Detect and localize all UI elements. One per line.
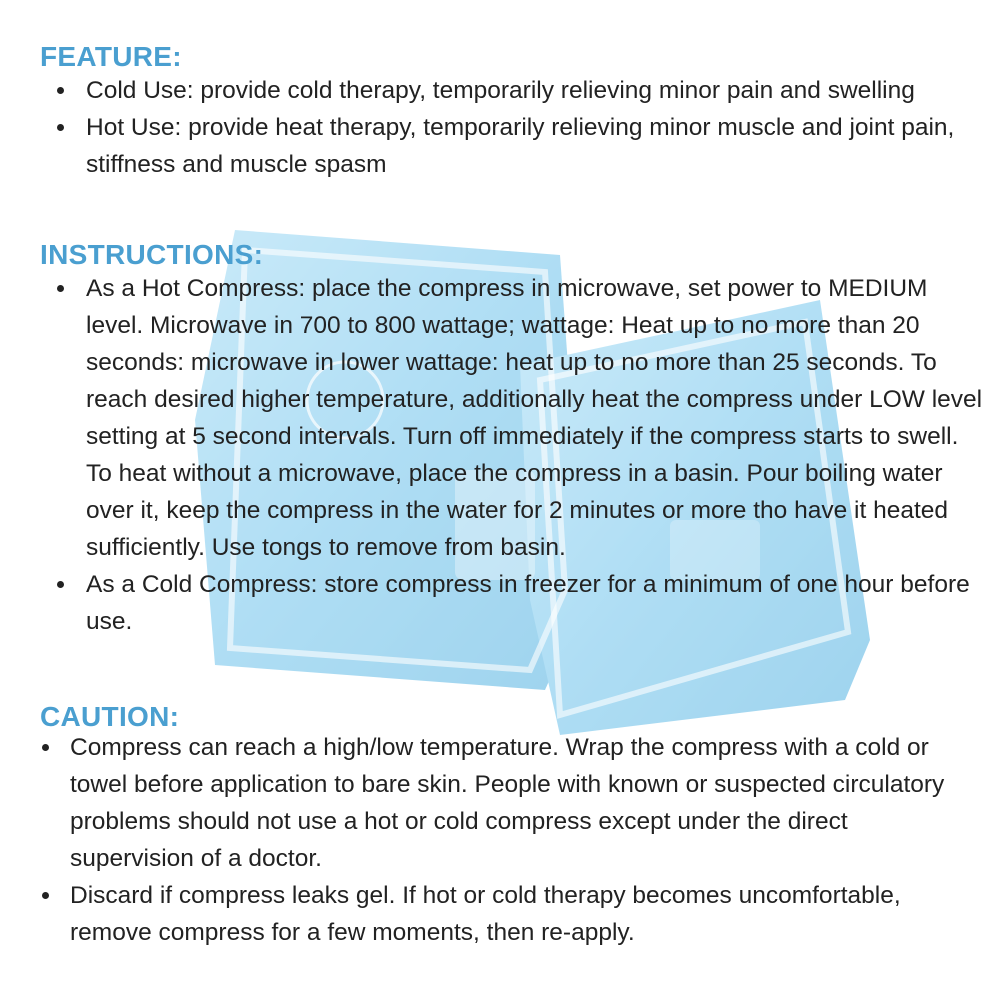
list-item: Hot Use: provide heat therapy, temporarily relieving minor muscle and joint pain, stiffness and muscle spasm xyxy=(86,109,986,183)
list-item: As a Hot Compress: place the compress in microwave, set power to MEDIUM level. Microwave in 700 to 800 wattage; wattage: Heat up to no more than 20 seconds: microwave in lower wattage: heat up to no more than 25 seconds. To reach desired higher temperature, additionally heat the compress under LOW level setting at 5 second intervals. Turn off immediately if the compress starts to swell. To heat without a microwave, place the compress in a basin. Pour boiling water over it, keep the compress in the water for 2 minutes or more tho have it heated sufficiently. Use tongs to remove from basin. xyxy=(86,270,986,566)
caution-list xyxy=(70,729,970,951)
instructions-heading: INSTRUCTIONS: xyxy=(40,239,264,270)
list-item: Discard if compress leaks gel. If hot or cold therapy becomes uncomfortable, remove compress for a few moments, then re-apply. xyxy=(70,877,970,951)
caution-heading: CAUTION: xyxy=(40,701,180,732)
list-item: As a Cold Compress: store compress in freezer for a minimum of one hour before use. xyxy=(86,566,986,640)
instructions-list xyxy=(86,270,986,640)
list-item: Cold Use: provide cold therapy, temporarily relieving minor pain and swelling xyxy=(86,72,986,109)
feature-heading: FEATURE: xyxy=(40,41,182,72)
feature-list xyxy=(86,72,986,183)
list-item: Compress can reach a high/low temperature. Wrap the compress with a cold or towel before application to bare skin. People with known or suspected circulatory problems should not use a hot or cold compress except under the direct supervision of a doctor. xyxy=(70,729,970,877)
